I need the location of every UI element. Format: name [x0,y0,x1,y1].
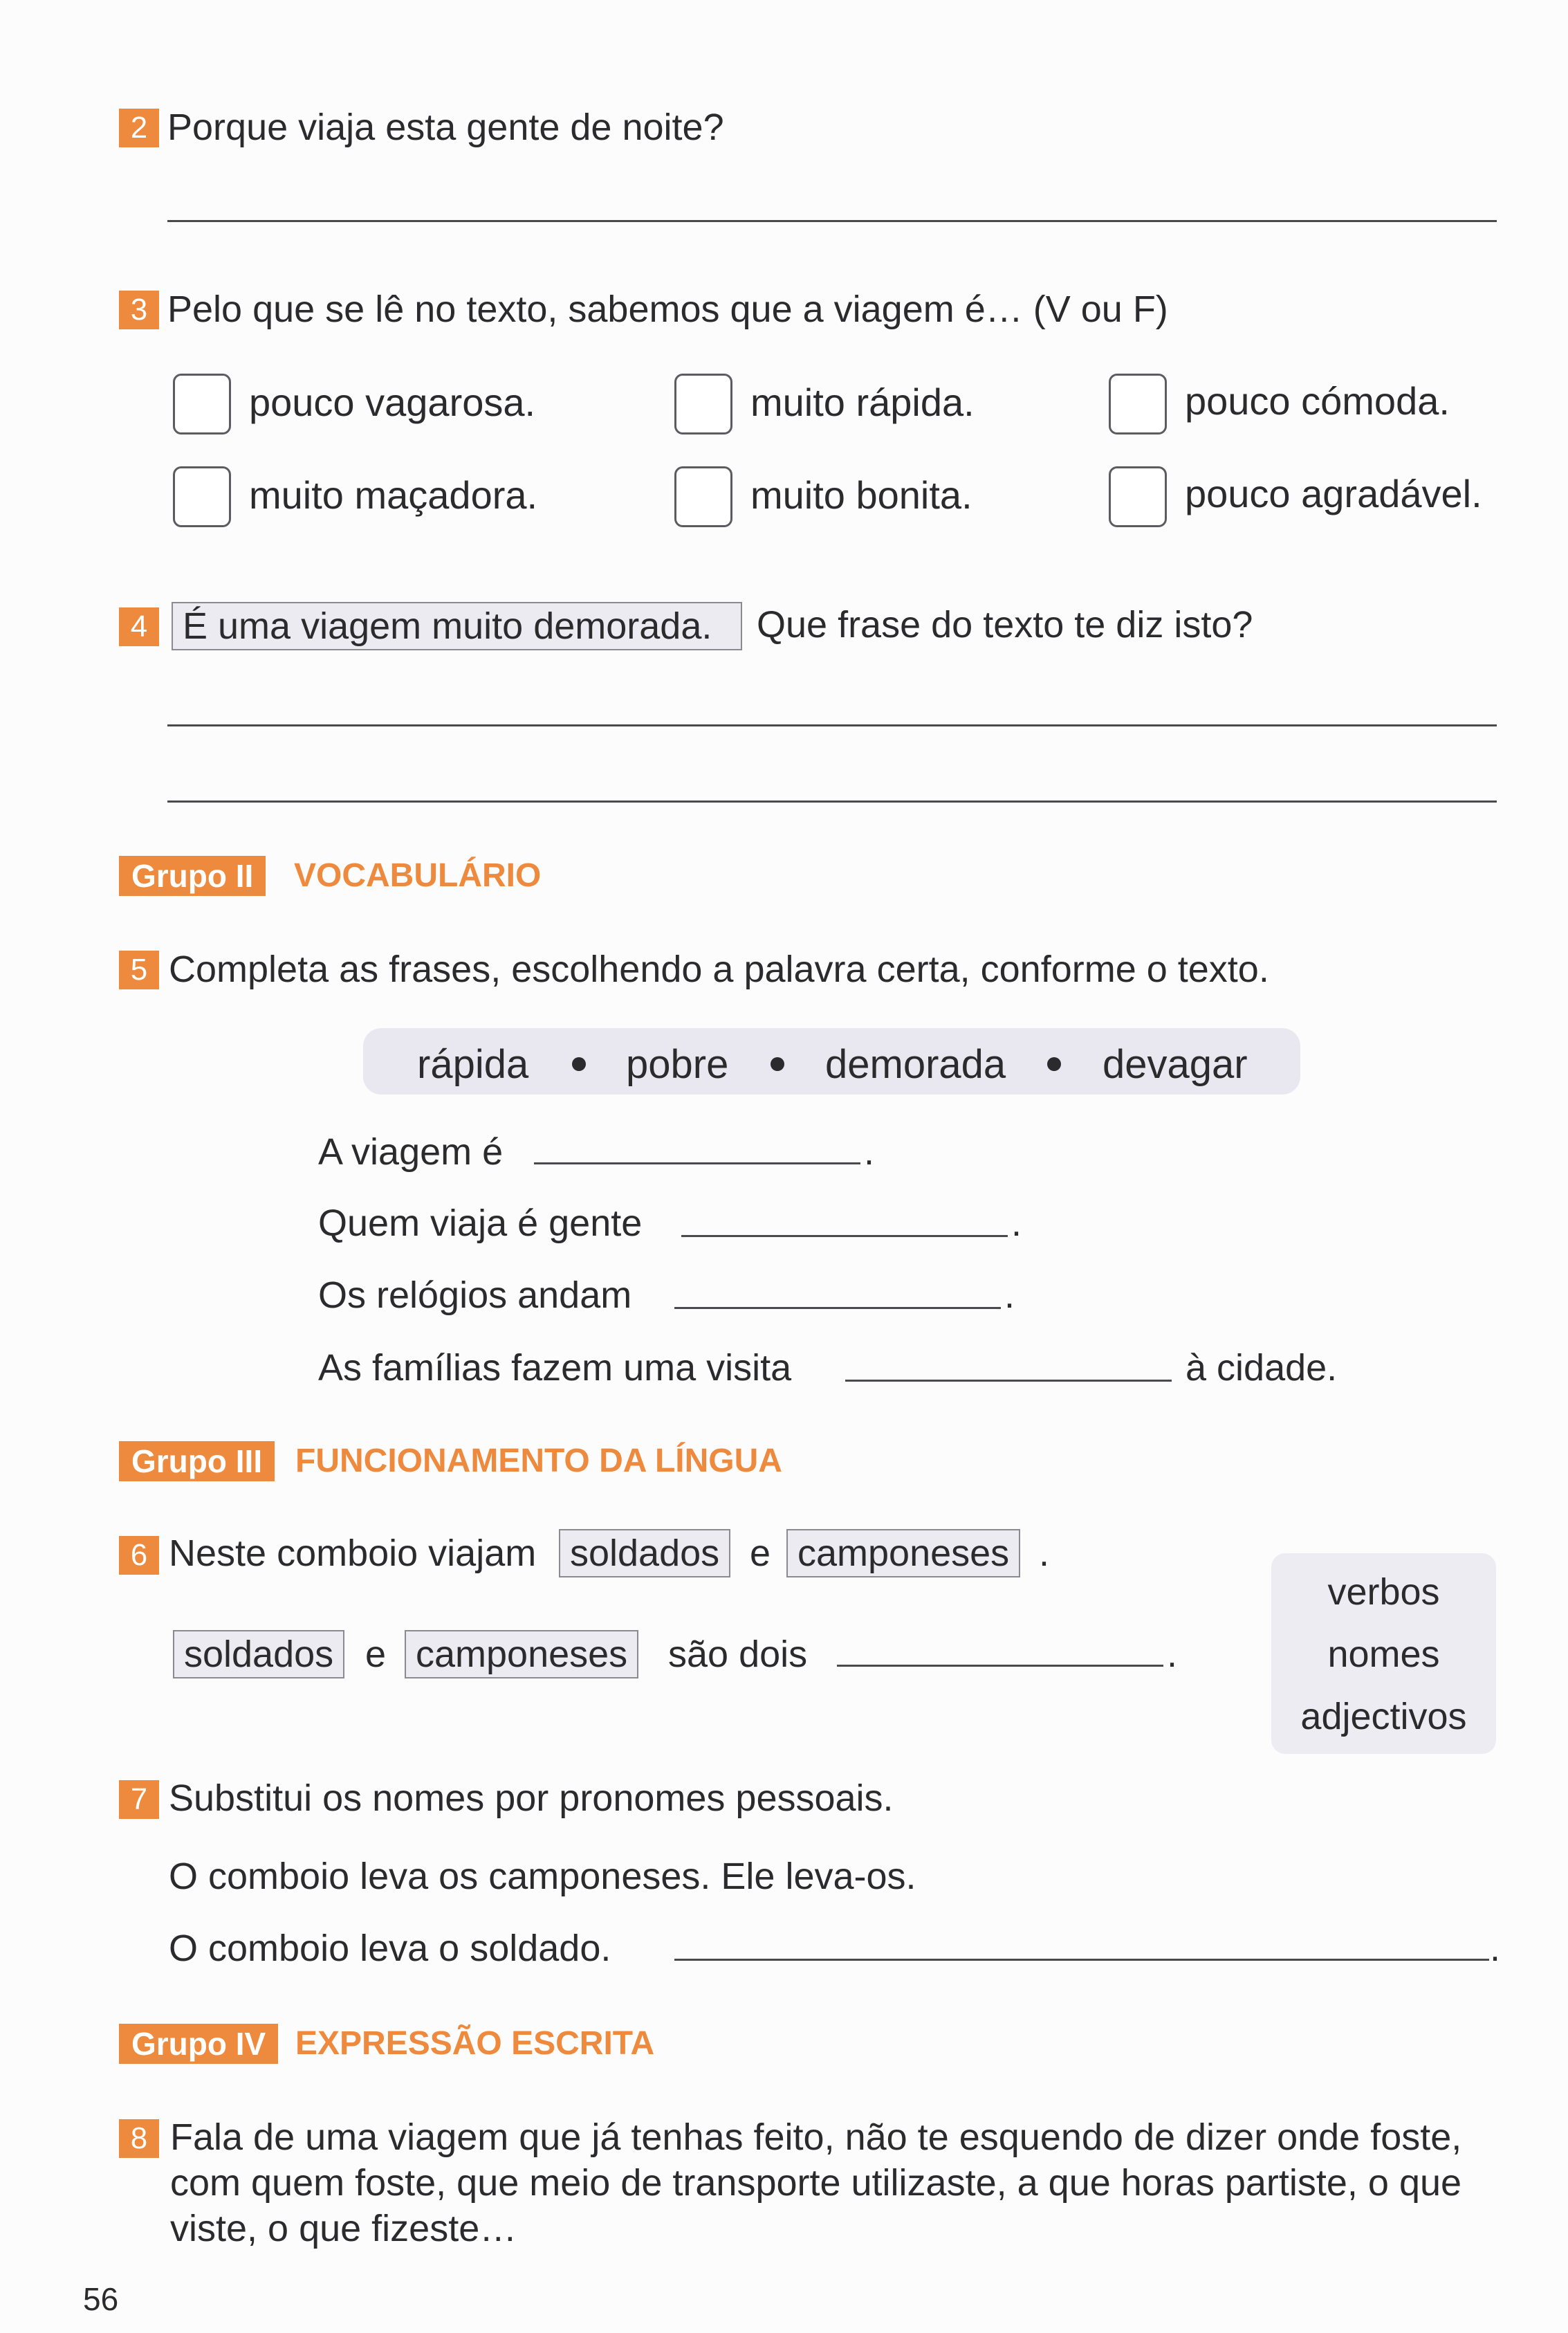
fill-sentence-1: A viagem é [318,1131,504,1173]
word-bank-word: demorada [825,1042,1006,1087]
boxed-word-soldados: soldados [173,1630,344,1678]
sentence-tail: são dois [668,1634,808,1675]
question-number-3: 3 [119,291,159,329]
fill-blank-q6[interactable] [837,1665,1163,1667]
sentence-period: . [1490,1928,1501,1969]
question-number-6: 6 [119,1536,159,1575]
example-sentence: O comboio leva os camponeses. Ele leva-os. [169,1856,916,1897]
fill-blank-3[interactable] [674,1307,1001,1309]
question-7-text: Substitui os nomes por pronomes pessoais. [169,1777,894,1819]
checkbox-option-4[interactable] [173,466,231,527]
group-3-tag: Grupo III [119,1441,275,1481]
question-3-text: Pelo que se lê no texto, sabemos que a viagem é… (V ou F) [167,289,1168,330]
word-bank-word: pobre [626,1042,729,1087]
question-2-text: Porque viaja esta gente de noite? [167,107,724,148]
question-6-text: Neste comboio viajam [169,1533,537,1574]
group-4-title: EXPRESSÃO ESCRITA [295,2025,655,2062]
boxed-word-camponeses: camponeses [786,1529,1020,1577]
answer-line-q4-2[interactable] [167,800,1497,803]
sentence-period: . [1039,1533,1050,1574]
group-4-tag: Grupo IV [119,2024,278,2064]
quoted-sentence-box: É uma viagem muito demorada. [172,602,742,650]
option-label: muito bonita. [750,473,972,517]
option-verbos: verbos [1327,1571,1440,1613]
bullet-separator [1047,1057,1061,1071]
boxed-word-soldados: soldados [559,1529,730,1577]
fill-sentence-3: Os relógios andam [318,1274,632,1316]
question-number-8: 8 [119,2119,159,2158]
conjunction: e [750,1533,771,1574]
option-adjectivos: adjectivos [1300,1696,1467,1737]
question-4-text: Que frase do texto te diz isto? [757,604,1253,646]
question-number-7: 7 [119,1780,159,1819]
checkbox-option-1[interactable] [173,374,231,434]
checkbox-option-6[interactable] [1109,466,1167,527]
page-number: 56 [83,2281,119,2317]
question-8-line-1: Fala de uma viagem que já tenhas feito, não te esquendo de dizer onde foste, [170,2116,1462,2158]
question-number-4: 4 [119,607,159,646]
word-bank-word: rápida [417,1042,529,1087]
conjunction: e [365,1634,387,1675]
option-label: muito rápida. [750,381,975,424]
sentence-period: . [864,1131,875,1173]
fill-sentence-4: As famílias fazem uma visita [318,1347,792,1389]
sentence-period: . [1167,1634,1178,1675]
checkbox-option-3[interactable] [1109,374,1167,434]
group-2-tag: Grupo II [119,856,266,896]
sentence-period: . [1004,1274,1015,1316]
answer-line-q2[interactable] [167,220,1497,222]
checkbox-option-5[interactable] [674,466,732,527]
bullet-separator [572,1057,586,1071]
bullet-separator [771,1057,784,1071]
group-2-title: VOCABULÁRIO [294,857,542,894]
option-label: pouco cómoda. [1185,379,1450,423]
question-number-2: 2 [119,109,159,147]
word-bank-word: devagar [1103,1042,1248,1087]
boxed-word-camponeses: camponeses [405,1630,638,1678]
question-number-5: 5 [119,951,159,989]
option-nomes: nomes [1327,1634,1440,1675]
option-label: pouco agradável. [1185,472,1482,515]
question-8-line-2: com quem foste, que meio de transporte utilizaste, a que horas partiste, o que [170,2162,1462,2204]
fill-blank-1[interactable] [534,1162,860,1164]
option-label: muito maçadora. [249,473,538,517]
question-5-text: Completa as frases, escolhendo a palavra certa, conforme o texto. [169,949,1269,990]
sentence-end: à cidade. [1186,1347,1338,1389]
group-3-title: FUNCIONAMENTO DA LÍNGUA [295,1443,782,1479]
fill-blank-2[interactable] [681,1235,1008,1237]
checkbox-option-2[interactable] [674,374,732,434]
question-8-line-3: viste, o que fizeste… [170,2208,517,2249]
fill-blank-4[interactable] [845,1380,1172,1382]
option-label: pouco vagarosa. [249,381,536,424]
fill-blank-q7[interactable] [674,1959,1489,1961]
sentence-period: . [1011,1202,1022,1244]
exercise-sentence: O comboio leva o soldado. [169,1928,611,1969]
answer-line-q4-1[interactable] [167,724,1497,726]
fill-sentence-2: Quem viaja é gente [318,1202,643,1244]
